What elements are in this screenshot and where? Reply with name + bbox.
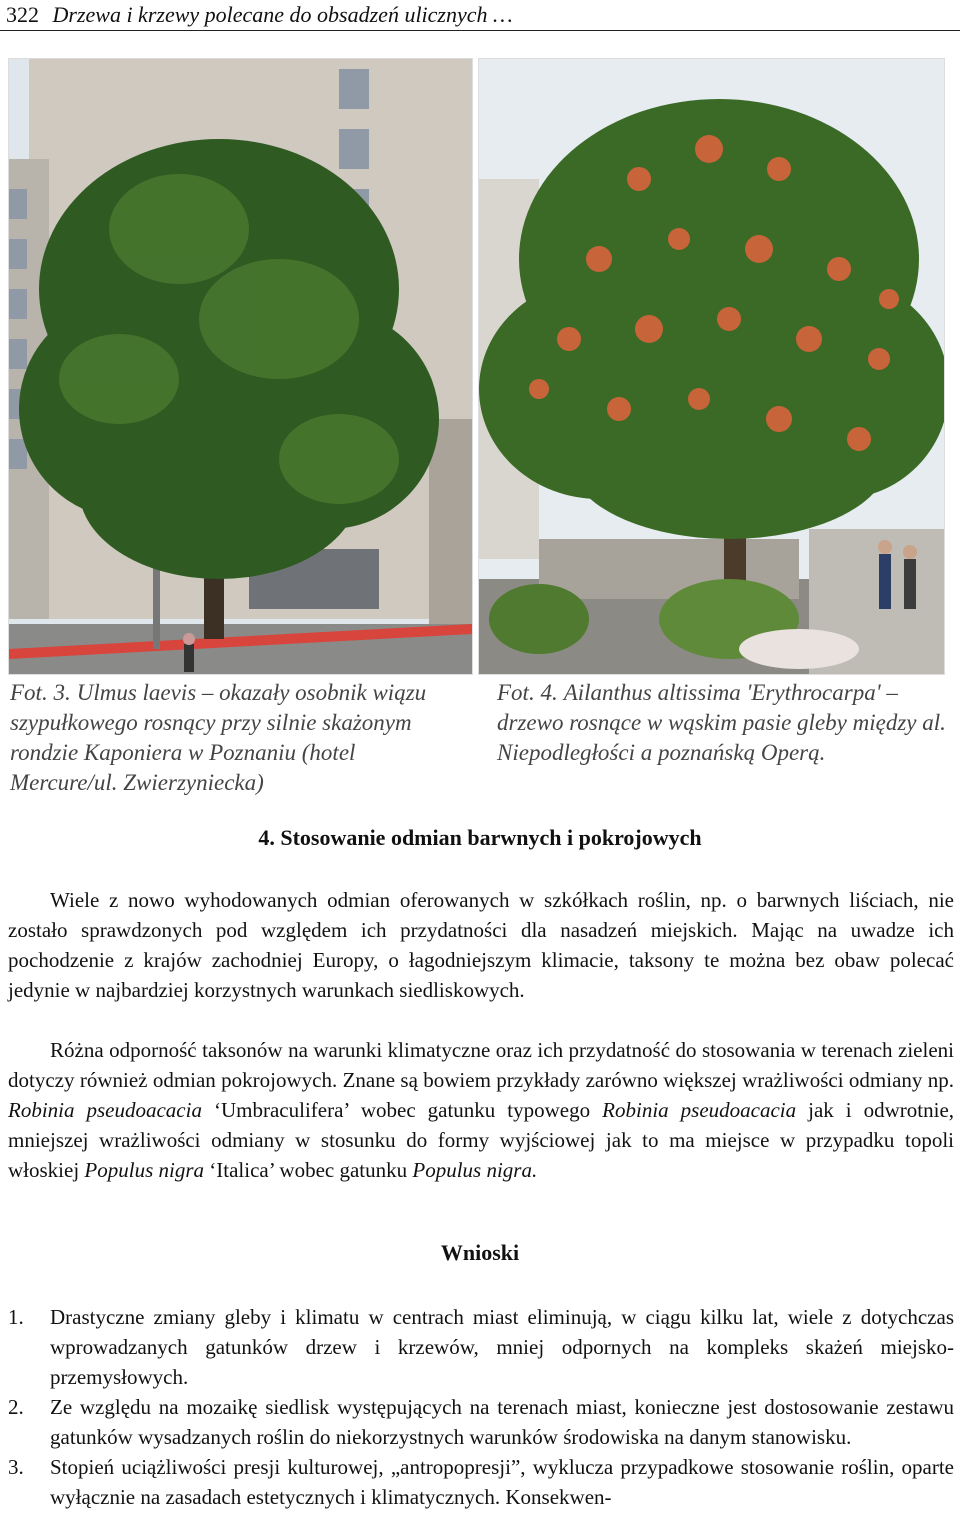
- species-name: Robinia pseudoacacia: [8, 1098, 202, 1122]
- species-name: Populus nigra: [84, 1158, 205, 1182]
- figure-caption-text-4: Ailanthus altissima 'Erythrocarpa' – drzewo rosnące w wąskim pasie gleby między al. Niepodległości a poznańską Operą.: [497, 680, 946, 765]
- paragraph-1: Wiele z nowo wyhodowanych odmian oferowanych w szkółkach roślin, np. o barwnych liściach, nie zostało sprawdzonych pod względem ich przydatności dla nasadzeń miejskich. Mając na uwadze ich pochodzenie z krajów zachodniej Europy, o łagodniejszym klimacie, taksony te można bez obaw polecać jedynie w najbardziej korzystnych warunkach siedliskowych.: [8, 888, 954, 1002]
- list-item-text: Ze względu na mozaikę siedlisk występujących na terenach miast, konieczne jest dostosowanie zestawu gatunków wysadzanych roślin do niekorzystnych warunków środowiska na danym stanowisku.: [50, 1395, 954, 1449]
- running-header: [0, 0, 960, 31]
- species-name: Populus nigra.: [412, 1158, 538, 1182]
- list-number: 3.: [8, 1455, 24, 1479]
- photo-ailanthus-tree: [478, 58, 945, 675]
- conclusions-heading: Wnioski: [440, 1240, 520, 1265]
- ailanthus-tree-illustration: [479, 59, 944, 674]
- list-item-text: Stopień uciążliwości presji kulturowej, „antropopresji”, wyklucza przypadkowe stosowanie roślin, oparte wyłącznie na zasadach estetycznych i klimatycznych. Konsekwen-: [50, 1455, 954, 1509]
- conclusions-list: [8, 1302, 954, 1512]
- list-item-text: Drastyczne zmiany gleby i klimatu w centrach miast eliminują, w ciągu kilku lat, wiele z dotychczas wprowadzanych gatunków drzew i krzewów, mniej odpornych na kompleks skażeń miejsko-przemysłowych.: [50, 1305, 954, 1389]
- list-item: [8, 1452, 954, 1512]
- list-number: 1.: [8, 1305, 24, 1329]
- photo-elm-tree: [8, 58, 473, 675]
- running-title: Drzewa i krzewy polecane do obsadzeń ulicznych …: [52, 2, 513, 27]
- figure-label-3: Fot. 3.: [10, 680, 71, 705]
- figure-label-4: Fot. 4.: [497, 680, 558, 705]
- list-item: [8, 1302, 954, 1392]
- p2-text-1: Różna odporność taksonów na warunki klimatyczne oraz ich przydatność do stosowania w terenach zieleni dotyczy również odmian pokrojowych. Znane są bowiem przykłady zarówno większej wrażliwości odmiany np.: [8, 1038, 954, 1092]
- p2-text-3: jak i odwrotnie, mniejszej wrażliwości odmiany w stosunku do formy wyjściowej jak to ma miejsce w przypadku topoli włoskiej: [8, 1098, 955, 1182]
- figure-caption-4: [497, 678, 947, 768]
- figure-caption-3: [10, 678, 460, 798]
- list-number: 2.: [8, 1395, 24, 1419]
- figure-caption-text-3: Ulmus laevis – okazały osobnik wiązu szypułkowego rosnący przy silnie skażonym rondzie Kaponiera w Poznaniu (hotel Mercure/ul. Zwierzyniecka): [10, 680, 427, 795]
- species-name: Robinia pseudoacacia: [602, 1098, 797, 1122]
- section-heading: 4. Stosowanie odmian barwnych i pokrojowych: [258, 825, 702, 850]
- elm-tree-illustration: [9, 59, 472, 674]
- list-item: [8, 1392, 954, 1452]
- p2-text-2: ‘Umbraculifera’ wobec gatunku typowego: [213, 1098, 591, 1122]
- paragraph-2: [8, 1035, 954, 1185]
- p2-text-4: ‘Italica’ wobec gatunku: [209, 1158, 408, 1182]
- page-number: 322: [6, 2, 39, 27]
